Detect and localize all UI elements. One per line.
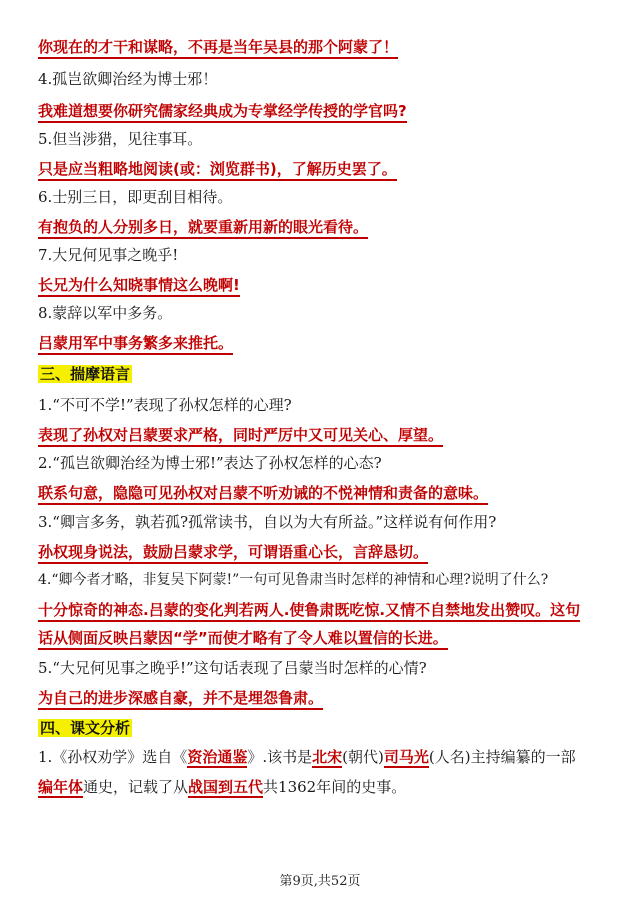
question-line: 7.大兄何见事之晚乎! (38, 246, 179, 264)
answer-line: 孙权现身说法，鼓励吕蒙求学，可谓语重心长，言辞恳切。 (38, 541, 628, 563)
answer-line: 为自己的进步深感自豪，并不是埋怨鲁肃。 (38, 687, 628, 709)
question-line: 5.但当涉猎，见往事耳。 (38, 130, 203, 148)
question-line: 3.“卿言多务，孰若孤?孤常读书，自以为大有所益。”这样说有何作用? (38, 513, 497, 531)
answer-line: 我难道想要你研究儒家经典成为专掌经学传授的学官吗? (38, 100, 628, 122)
answer-line: 只是应当粗略地阅读(或：浏览群书)，了解历史罢了。 (38, 158, 628, 180)
section-heading: 三、揣摩语言 (40, 365, 131, 383)
answer-line: 话从侧面反映吕蒙因“学”而使才略有了令人难以置信的长进。 (38, 627, 628, 649)
answer-line: 十分惊奇的神态.吕蒙的变化判若两人.使鲁肃既吃惊.又情不自禁地发出赞叹。这句 (38, 599, 628, 621)
analysis-line: 1.《孙权劝学》选自《资治通鉴》.该书是北宋(朝代)司马光(人名)主持编纂的一部 (38, 748, 576, 766)
question-line: 8.蒙辞以军中多务。 (38, 304, 173, 322)
question-line: 5.“大兄何见事之晚乎!”这句话表现了吕蒙当时怎样的心情? (38, 659, 427, 677)
answer-line: 长兄为什么知晓事情这么晚啊! (38, 274, 628, 296)
section-heading: 四、课文分析 (40, 719, 131, 737)
answer-line: 吕蒙用军中事务繁多来推托。 (38, 332, 628, 354)
answer-line: 表现了孙权对吕蒙要求严格，同时严厉中又可见关心、厚望。 (38, 424, 628, 446)
question-line: 4.“卿今者才略，非复吴下阿蒙!”一句可见鲁肃当时怎样的神情和心理?说明了什么? (38, 572, 549, 588)
analysis-line: 编年体通史，记载了从战国到五代共1362年间的史事。 (38, 778, 407, 796)
question-line: 6.士别三日，即更刮目相待。 (38, 188, 233, 206)
answer-line: 你现在的才干和谋略，不再是当年吴县的那个阿蒙了！ (38, 36, 628, 58)
question-line: 4.孤岂欲卿治经为博士邪！ (38, 70, 218, 88)
page-footer: 第9页,共52页 (279, 874, 361, 889)
answer-line: 联系句意，隐隐可见孙权对吕蒙不听劝诫的不悦神情和责备的意味。 (38, 482, 628, 504)
question-line: 2.“孤岂欲卿治经为博士邪!”表达了孙权怎样的心态? (38, 454, 382, 472)
question-line: 1.“不可不学!”表现了孙权怎样的心理? (38, 396, 292, 414)
answer-line: 有抱负的人分别多日，就要重新用新的眼光看待。 (38, 216, 628, 238)
